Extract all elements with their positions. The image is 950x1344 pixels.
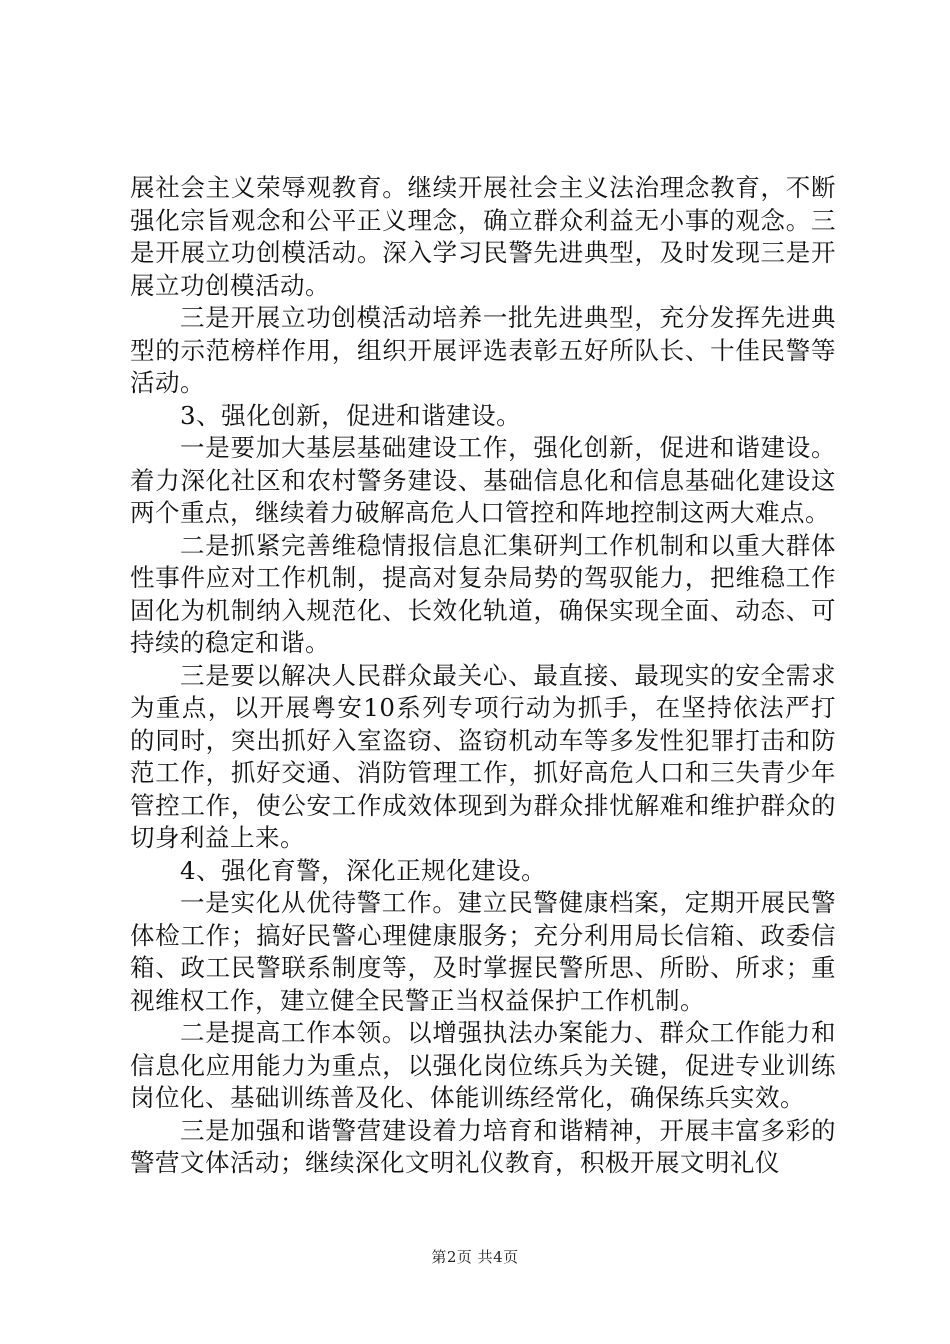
- section-heading: 3、强化创新，促进和谐建设。: [180, 400, 522, 430]
- page-number-footer: 第2页 共4页: [431, 1248, 519, 1266]
- paragraph: 二是抓紧完善维稳情报信息汇集研判工作机制和以重大群体性事件应对工作机制，提高对复杂局势的驾驭能力，把维稳工作固化为机制纳入规范化、长效化轨道，确保实现全面、动态、可持续的稳定和谐。: [130, 530, 836, 657]
- paragraph: 展社会主义荣辱观教育。继续开展社会主义法治理念教育，不断强化宗旨观念和公平正义理念，确立群众利益无小事的观念。三是开展立功创模活动。深入学习民警先进典型，及时发现三是开展立功创模活动。: [130, 173, 836, 300]
- document-body: [130, 172, 836, 1180]
- paragraph: 二是提高工作本领。以增强执法办案能力、群众工作能力和信息化应用能力为重点，以强化岗位练兵为关键，促进专业训练岗位化、基础训练普及化、体能训练经常化，确保练兵实效。: [130, 1018, 836, 1112]
- paragraph: 三是要以解决人民群众最关心、最直接、最现实的安全需求为重点，以开展粤安10系列专项行动为抓手，在坚持依法严打的同时，突出抓好入室盗窃、盗窃机动车等多发性犯罪打击和防范工作，抓好交通、消防管理工作，抓好高危人口和三失青少年管控工作，使公安工作成效体现到为群众排忧解难和维护群众的切身利益上来。: [130, 660, 836, 852]
- paragraph: 一是要加大基层基础建设工作，强化创新，促进和谐建设。着力深化社区和农村警务建设、基础信息化和信息基础化建设这两个重点，继续着力破解高危人口管控和阵地控制这两大难点。: [130, 433, 836, 527]
- section-heading: 4、强化育警，深化正规化建设。: [180, 855, 547, 885]
- paragraph: 三是开展立功创模活动培养一批先进典型，充分发挥先进典型的示范榜样作用，组织开展评选表彰五好所队长、十佳民警等活动。: [130, 303, 836, 397]
- paragraph: 三是加强和谐警营建设着力培育和谐精神，开展丰富多彩的警营文体活动；继续深化文明礼仪教育，积极开展文明礼仪: [130, 1115, 836, 1177]
- paragraph: 一是实化从优待警工作。建立民警健康档案，定期开展民警体检工作；搞好民警心理健康服务；充分利用局长信箱、政委信箱、政工民警联系制度等，及时掌握民警所思、所盼、所求；重视维权工作，建立健全民警正当权益保护工作机制。: [130, 888, 836, 1015]
